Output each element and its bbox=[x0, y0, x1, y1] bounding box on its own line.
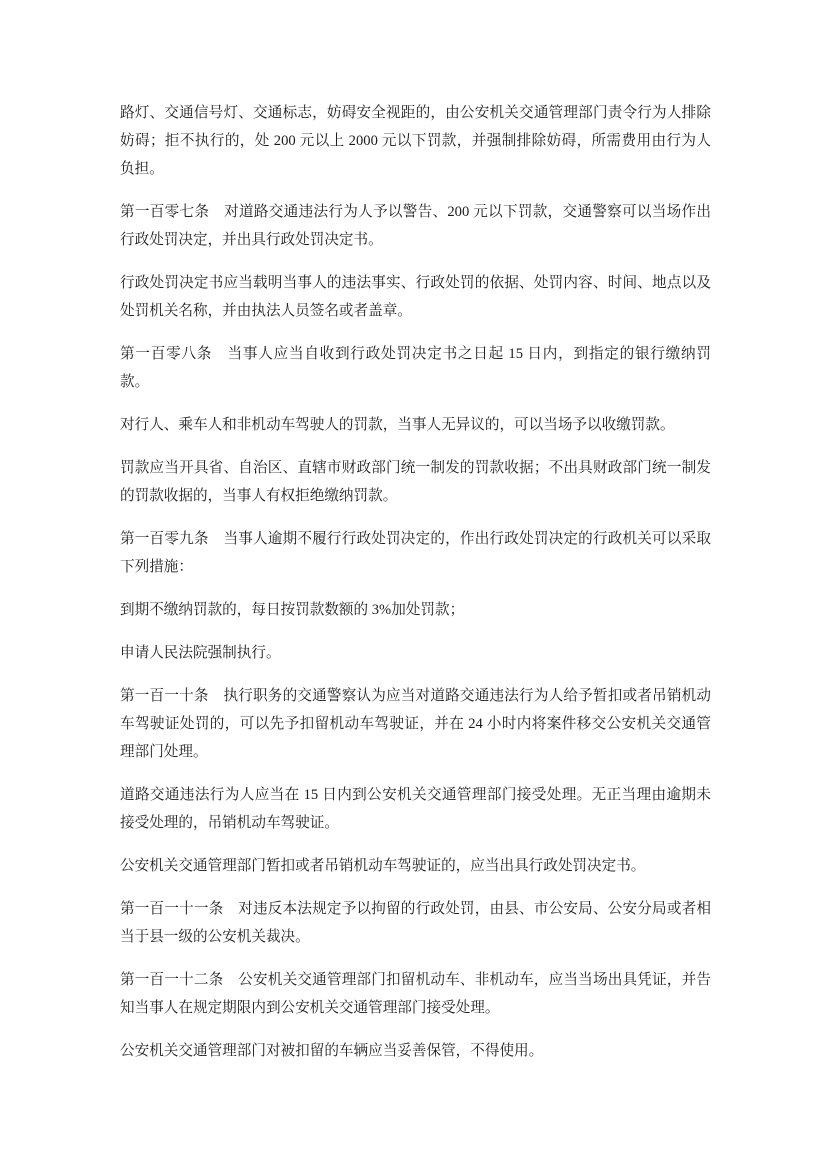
paragraph-article-108: 第一百零八条 当事人应当自收到行政处罚决定书之日起 15 日内，到指定的银行缴纳罚款。 bbox=[120, 346, 711, 390]
paragraph-late-fine-surcharge: 到期不缴纳罚款的，每日按罚款数额的 3%加处罚款； bbox=[120, 602, 465, 618]
paragraph-penalty-decision-contents: 行政处罚决定书应当载明当事人的违法事实、行政处罚的依据、处罚内容、时间、地点以及处罚机关名称，并由执法人员签名或者盖章。 bbox=[120, 275, 711, 319]
paragraph-article-110: 第一百一十条 执行职务的交通警察认为应当对道路交通违法行为人给予暂扣或者吊销机动车驾驶证处罚的，可以先予扣留机动车驾驶证，并在 24 小时内将案件移交公安机关交通管理部门处理。 bbox=[120, 688, 711, 760]
paragraph-article-109: 第一百零九条 当事人逾期不履行行政处罚决定的，作出行政处罚决定的行政机关可以采取下列措施： bbox=[120, 531, 711, 575]
paragraph-article-112: 第一百一十二条 公安机关交通管理部门扣留机动车、非机动车，应当当场出具凭证，并告知当事人在规定期限内到公安机关交通管理部门接受处理。 bbox=[120, 972, 711, 1016]
paragraph-detained-vehicle-custody: 公安机关交通管理部门对被扣留的车辆应当妥善保管，不得使用。 bbox=[120, 1043, 544, 1059]
paragraph-article-111: 第一百一十一条 对违反本法规定予以拘留的行政处罚，由县、市公安局、公安分局或者相当于县一级的公安机关裁决。 bbox=[120, 901, 711, 945]
paragraph-obstruction-removal-fine: 路灯、交通信号灯、交通标志，妨碍安全视距的，由公安机关交通管理部门责令行为人排除妨碍；拒不执行的，处 200 元以上 2000 元以下罚款，并强制排除妨碍，所需费用由行为人负担。 bbox=[120, 105, 711, 177]
paragraph-accept-processing-15-days: 道路交通违法行为人应当在 15 日内到公安机关交通管理部门接受处理。无正当理由逾期未接受处理的，吊销机动车驾驶证。 bbox=[120, 787, 711, 831]
paragraph-article-107: 第一百零七条 对道路交通违法行为人予以警告、200 元以下罚款，交通警察可以当场作出行政处罚决定，并出具行政处罚决定书。 bbox=[120, 204, 711, 248]
paragraph-court-enforcement: 申请人民法院强制执行。 bbox=[120, 645, 281, 661]
paragraph-on-spot-fine-collection: 对行人、乘车人和非机动车驾驶人的罚款，当事人无异议的，可以当场予以收缴罚款。 bbox=[120, 417, 675, 433]
paragraph-fine-receipt-rule: 罚款应当开具省、自治区、直辖市财政部门统一制发的罚款收据；不出具财政部门统一制发的罚款收据的，当事人有权拒绝缴纳罚款。 bbox=[120, 460, 711, 504]
paragraph-license-penalty-decision: 公安机关交通管理部门暂扣或者吊销机动车驾驶证的，应当出具行政处罚决定书。 bbox=[120, 858, 646, 874]
